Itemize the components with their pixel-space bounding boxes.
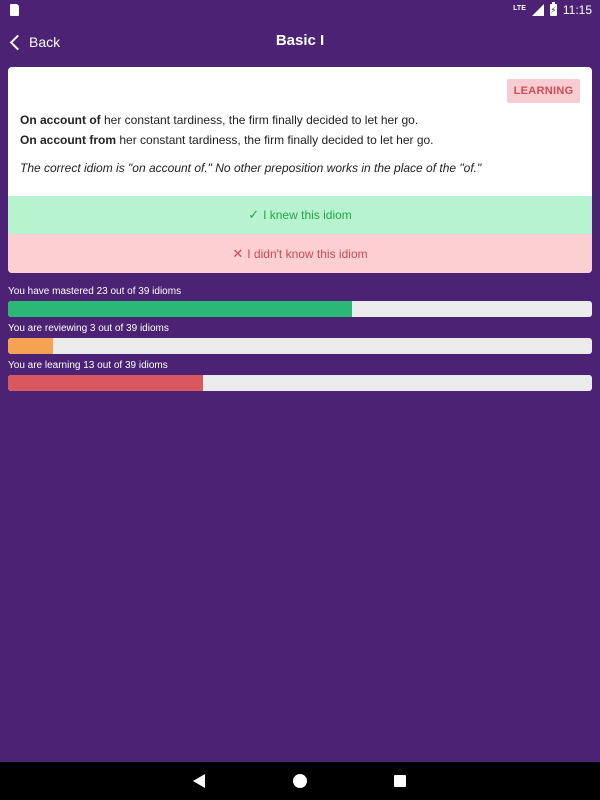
example-sentence-correct: [20, 113, 418, 127]
idiom-phrase-incorrect: On account from: [20, 133, 117, 147]
page-title: Basic I: [275, 32, 325, 49]
battery-icon: ⚡: [550, 5, 557, 15]
app-bar: [0, 22, 600, 62]
nav-home-icon[interactable]: [293, 774, 307, 788]
reviewing-progress-bar: [8, 338, 592, 354]
didnt-know-idiom-label: I didn't know this idiom: [247, 246, 368, 261]
system-nav-bar: [0, 762, 600, 800]
sd-card-icon: [10, 4, 19, 16]
learning-progress-bar: [8, 375, 592, 391]
learning-label: You are learning 13 out of 39 idioms: [8, 360, 168, 371]
learning-progress-fill: [8, 375, 203, 391]
mastered-progress-fill: [8, 301, 352, 317]
reviewing-progress-fill: [8, 338, 53, 354]
nav-back-icon[interactable]: [193, 774, 205, 788]
close-icon: ✕: [232, 245, 244, 261]
signal-icon: [532, 4, 544, 16]
reviewing-label: You are reviewing 3 out of 39 idioms: [8, 323, 169, 334]
clock: 11:15: [562, 3, 592, 17]
check-icon: ✓: [248, 207, 260, 222]
explanation-text: The correct idiom is "on account of." No other preposition works in the place of the "of.": [20, 161, 482, 175]
knew-idiom-button[interactable]: [8, 196, 592, 234]
example-sentence-incorrect: [20, 133, 434, 147]
knew-idiom-label: I knew this idiom: [263, 208, 352, 222]
back-label: Back: [29, 34, 61, 50]
idiom-card: [8, 67, 592, 273]
status-badge: LEARNING: [507, 79, 580, 103]
status-bar: [0, 0, 600, 20]
lte-label: LTE: [513, 4, 526, 12]
didnt-know-idiom-button[interactable]: [8, 234, 592, 273]
mastered-label: You have mastered 23 out of 39 idioms: [8, 286, 182, 297]
sentence-rest: her constant tardiness, the firm finally decided to let her go.: [100, 113, 419, 127]
idiom-phrase-correct: On account of: [20, 113, 101, 127]
sentence-rest: her constant tardiness, the firm finally decided to let her go.: [116, 133, 434, 147]
mastered-progress-bar: [8, 301, 592, 317]
status-icons: [513, 3, 592, 17]
nav-recents-icon[interactable]: [394, 775, 406, 787]
